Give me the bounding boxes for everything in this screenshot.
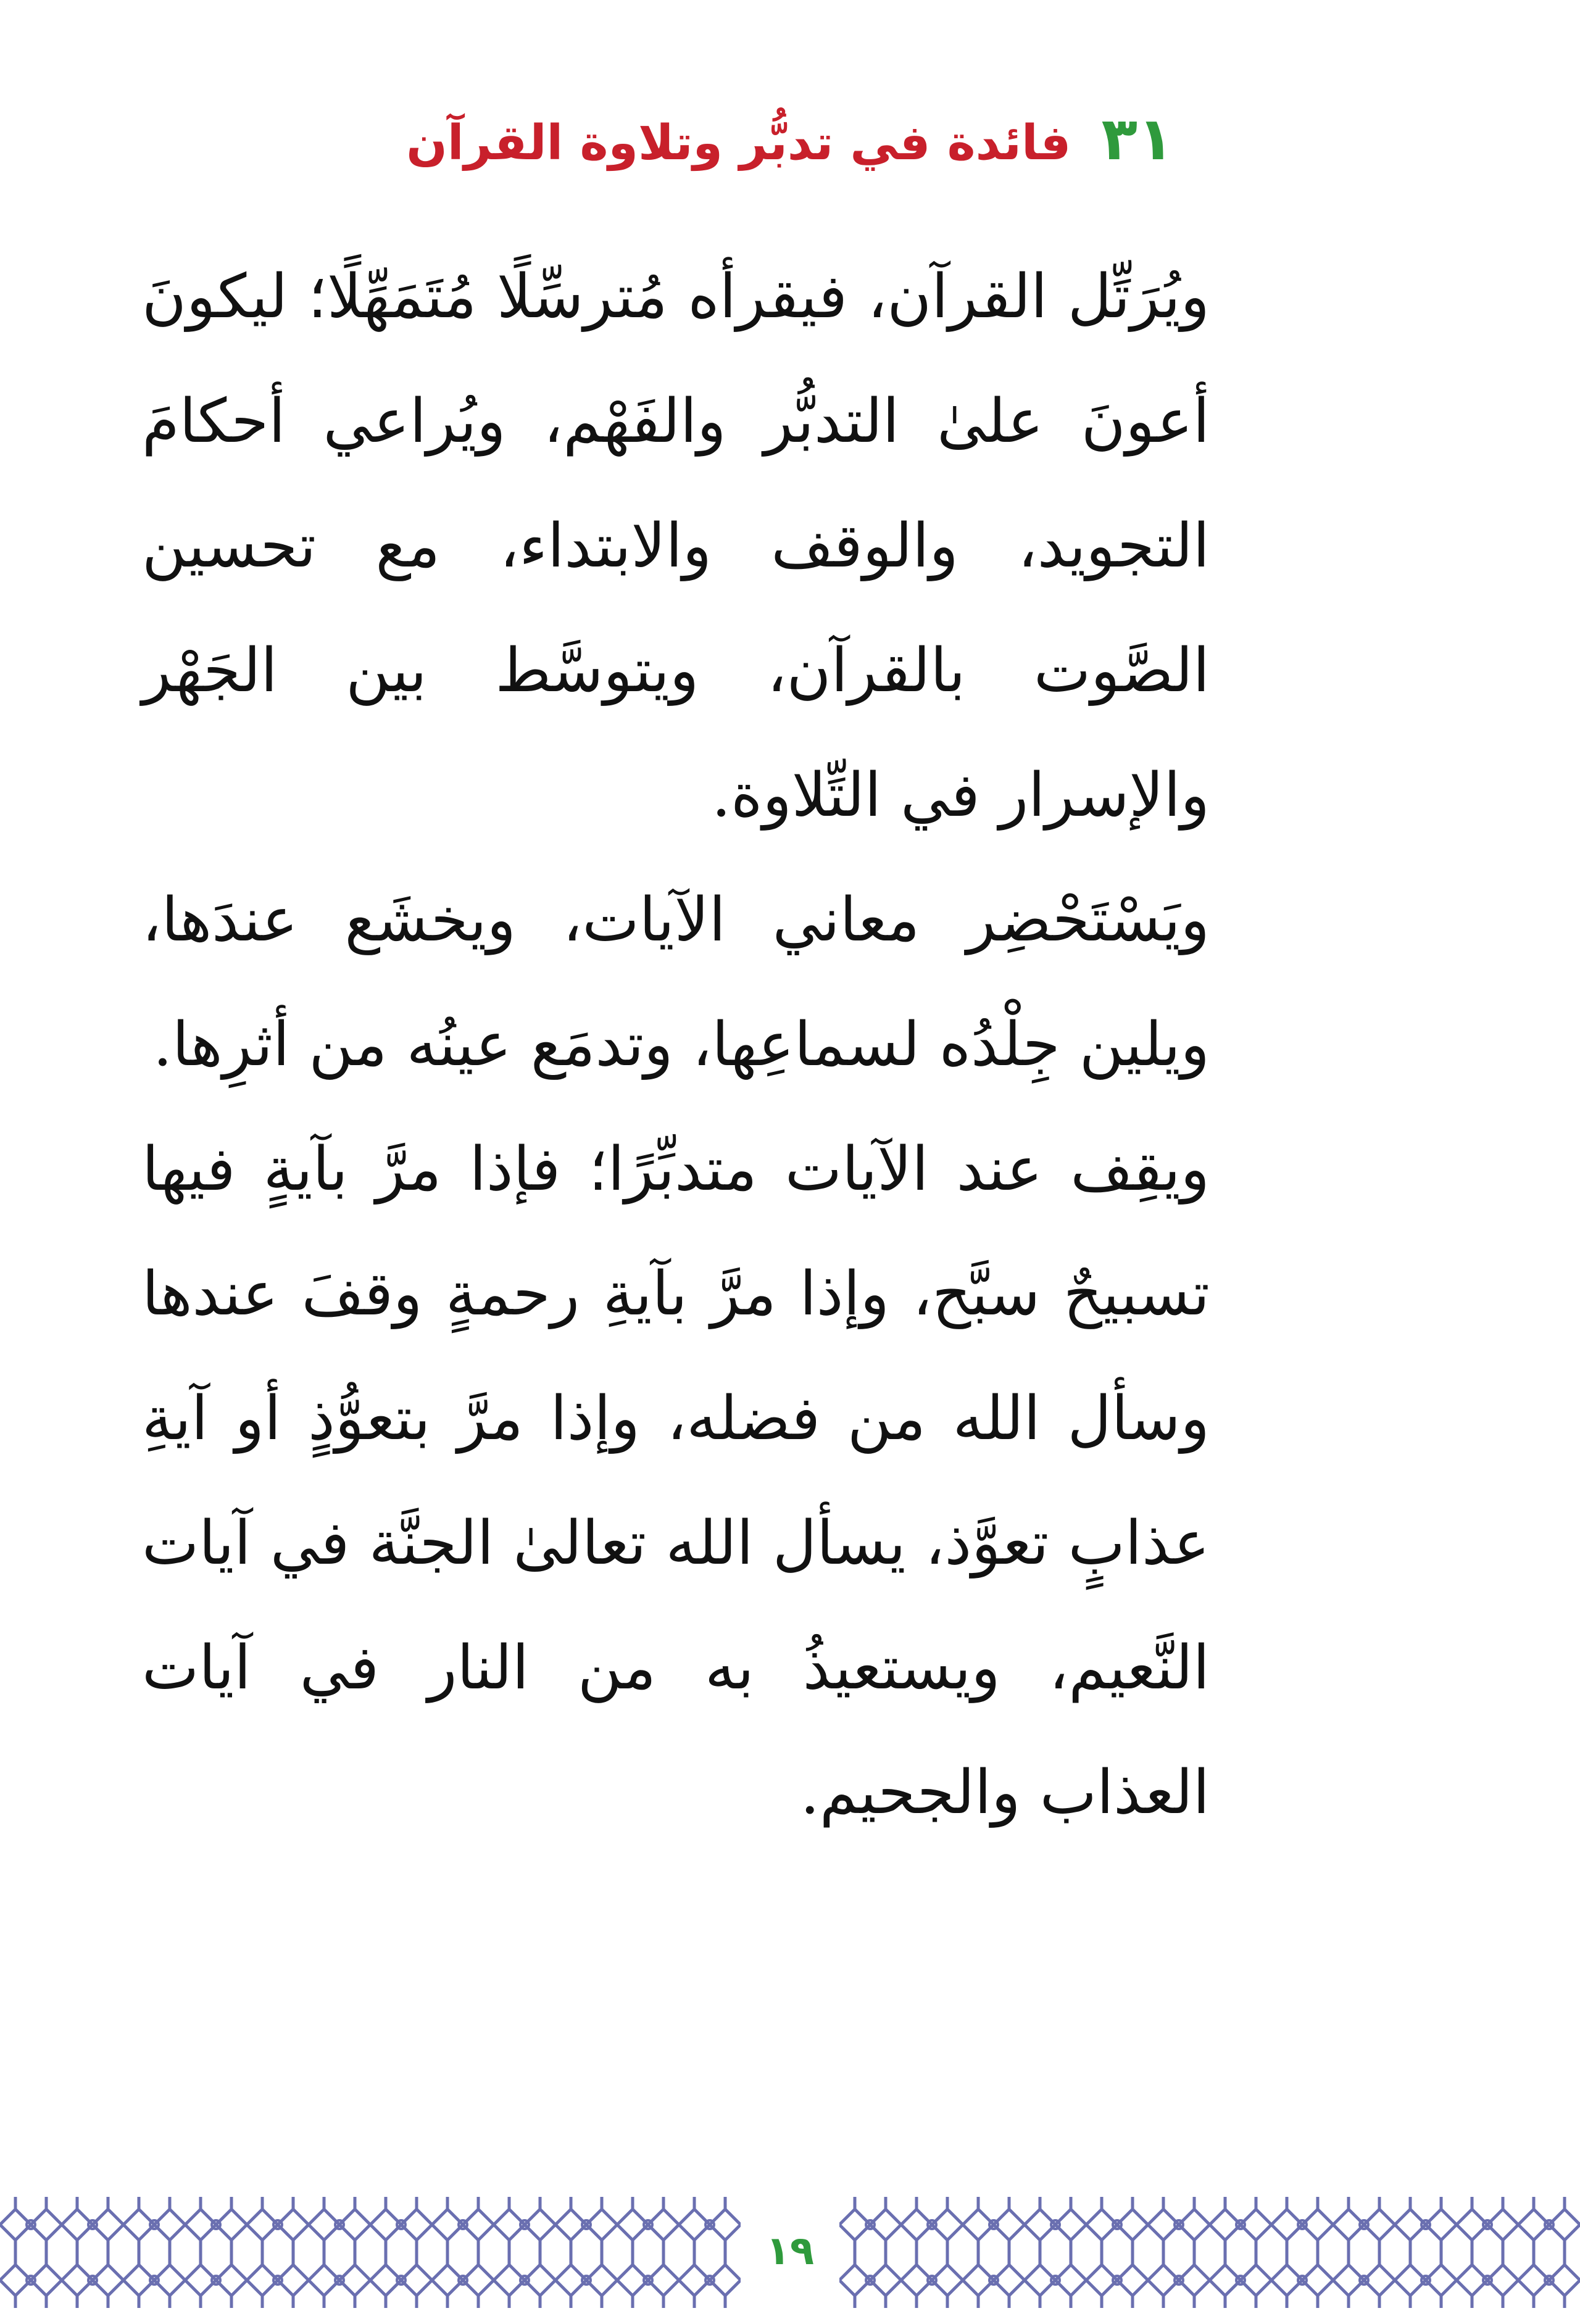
header-title: فائدة في تدبُّر وتلاوة القرآن [406,115,1071,171]
page-header [0,105,1580,177]
page-number: ١٩ [765,2228,815,2274]
ornament-right [839,2197,1580,2308]
paragraph-recitation: ويُرَتِّل القرآن، فيقرأه مُترسِّلًا مُتَمَهِّلًا؛ ليكونَ أعونَ علىٰ التدبُّر والفَهْم، ويُراعي أحكامَ التجويد، والوقف والابتداء، مع تحسين الصَّوت بالقرآن، ويتوسَّط بين الجَهْر والإسرار في التِّلاوة. [142,262,1210,831]
paragraph-pausing: ويقِف عند الآيات متدبِّرًا؛ فإذا مرَّ بآيةٍ فيها تسبيحٌ سبَّح، وإذا مرَّ بآيةِ رحمةٍ وقفَ عندها وسأل الله من فضله، وإذا مرَّ بتعوُّذٍ أو آيةِ عذابٍ تعوَّذ، يسأل الله تعالىٰ الجنَّة في آيات النَّعيم، ويستعيذُ به من النار في آيات العذاب والجحيم. [142,1134,1210,1828]
ornament-left [0,2197,741,2308]
paragraph-reflection: ويَسْتَحْضِر معاني الآيات، ويخشَع عندَها، ويلين جِلْدُه لسماعِها، وتدمَع عينُه من أثرِها. [142,885,1210,1080]
header-number: ٣١ [1101,104,1174,173]
body-text [142,234,1210,1855]
